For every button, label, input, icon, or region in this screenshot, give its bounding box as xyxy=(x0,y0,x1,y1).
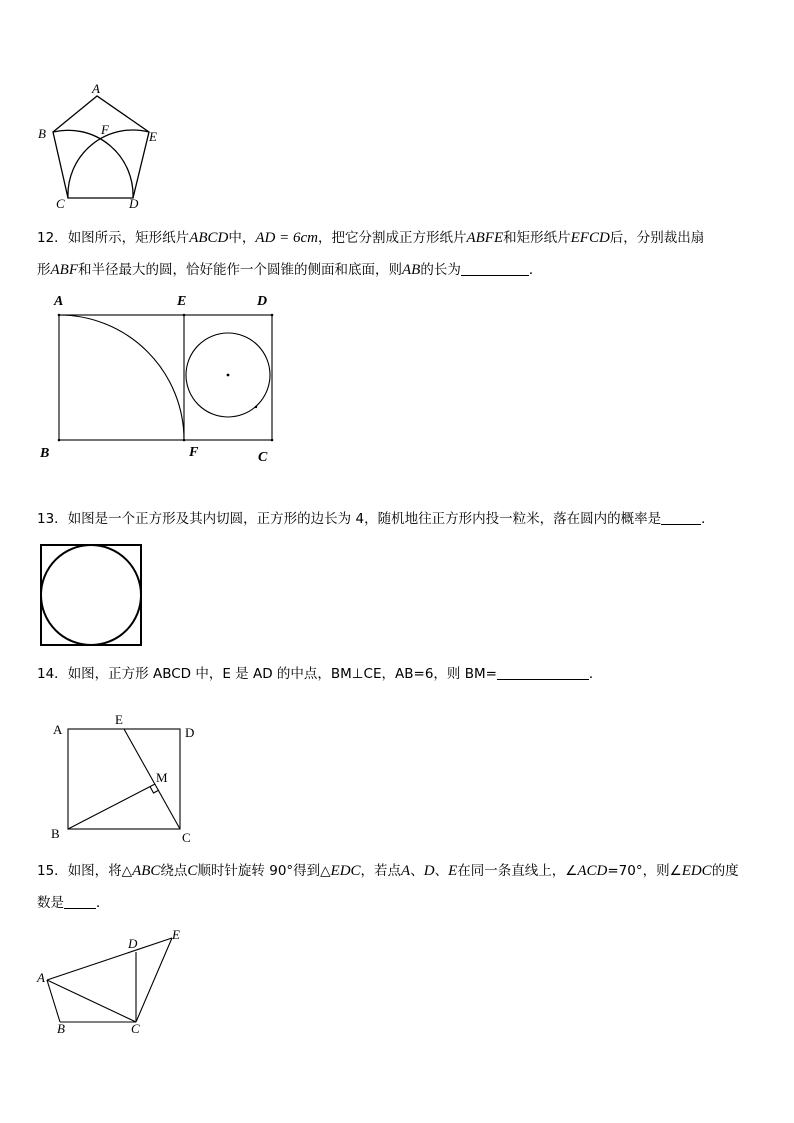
question-number: 15． xyxy=(37,863,68,879)
pentagon-shape xyxy=(53,96,149,198)
label-a: A xyxy=(92,81,100,96)
figure-pentagon xyxy=(30,80,170,215)
label-b: B xyxy=(40,446,50,461)
label-m: M xyxy=(156,770,168,785)
segment-ae xyxy=(47,938,172,980)
answer-blank[interactable] xyxy=(661,510,701,525)
label-d: D xyxy=(257,294,268,309)
label-b: B xyxy=(38,126,46,141)
label-c: C xyxy=(56,196,65,211)
label-e: E xyxy=(115,712,123,727)
answer-blank[interactable] xyxy=(461,261,529,276)
segment-ab xyxy=(47,980,60,1022)
label-b: B xyxy=(51,826,60,841)
segment-ec xyxy=(136,938,172,1022)
arc-centered-d xyxy=(68,130,149,198)
label-f: F xyxy=(189,445,199,460)
label-a: A xyxy=(37,970,45,985)
question-14: 14．如图，正方形 ABCD 中，E 是 AD 的中点，BM⊥CE，AB=6，则 BM= ． xyxy=(37,666,603,682)
label-c: C xyxy=(182,830,191,845)
segment-ac xyxy=(47,980,136,1022)
label-a: A xyxy=(53,722,63,737)
label-c: C xyxy=(131,1021,140,1036)
circle-center-dot xyxy=(227,374,230,377)
question-number: 13． xyxy=(37,511,68,527)
label-d: D xyxy=(185,725,195,740)
question-13: 13．如图是一个正方形及其内切圆，正方形的边长为 4，随机地往正方形内投一粒米，落在圆内的概率是 ． xyxy=(37,511,715,527)
label-b: B xyxy=(57,1021,65,1036)
rectangle-abcd xyxy=(59,315,272,440)
label-e: E xyxy=(149,129,157,144)
label-d: D xyxy=(129,196,139,211)
arc-centered-c xyxy=(53,130,133,198)
question-number: 14． xyxy=(37,666,68,682)
segment-ce xyxy=(124,729,180,829)
figure-rotation xyxy=(30,925,195,1040)
sector-arc-abf xyxy=(59,315,184,440)
label-e: E xyxy=(172,927,180,942)
label-e: E xyxy=(177,294,187,309)
label-a: A xyxy=(54,294,64,309)
figure-rectangle xyxy=(35,288,285,468)
figure-square-abcd xyxy=(45,710,210,850)
question-12: 12．如图所示，矩形纸片ABCD中，AD = 6cm，把它分割成正方形纸片ABFE和矩形纸片EFCD后，分别裁出扇 形ABF和半径最大的圆，恰好能作一个圆锥的侧面和底面，则AB的长为 ． xyxy=(37,230,705,278)
answer-blank[interactable] xyxy=(497,665,589,680)
label-d: D xyxy=(128,936,138,951)
question-number: 12． xyxy=(37,230,68,246)
figure-square-incircle xyxy=(38,542,146,650)
segment-bm xyxy=(68,784,155,829)
question-15: 15．如图，将△ABC绕点C顺时针旋转 90°得到△EDC，若点A、D、E在同一条直线上，∠ACD=70°，则∠EDC的度 数是 ． xyxy=(37,863,739,911)
label-c: C xyxy=(258,450,268,465)
answer-blank[interactable] xyxy=(64,894,96,909)
label-f: F xyxy=(101,122,109,137)
incircle xyxy=(41,545,141,645)
